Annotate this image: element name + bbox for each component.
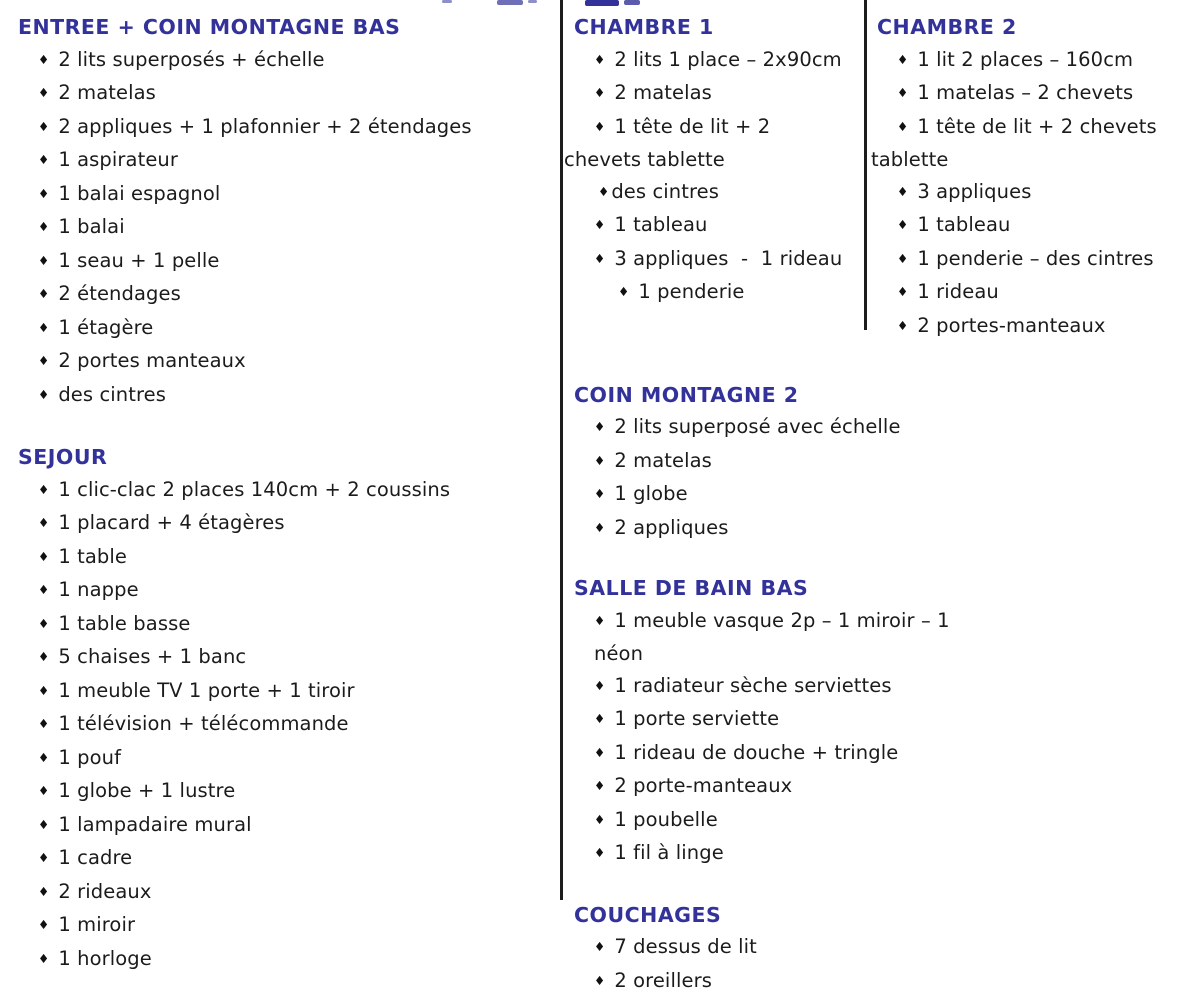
list-item [574, 605, 1004, 670]
list-item [574, 703, 1004, 737]
column-right [877, 12, 1200, 343]
list-item [574, 770, 1004, 804]
diamond-bullet-icon: ♦ [38, 909, 49, 941]
item-text: 1 balai espagnol [58, 182, 220, 205]
diamond-bullet-icon: ♦ [594, 209, 605, 241]
diamond-bullet-icon: ♦ [38, 809, 49, 841]
diamond-bullet-icon: ♦ [594, 44, 605, 76]
list-item [18, 775, 553, 809]
diamond-bullet-icon: ♦ [38, 708, 49, 740]
item-text: 5 chaises + 1 banc [58, 645, 246, 668]
item-text: 1 horloge [58, 947, 152, 970]
list-item [18, 809, 553, 843]
title-fragment-mark [585, 0, 619, 6]
list-item [18, 77, 553, 111]
list-item [18, 245, 553, 279]
item-text: 2 lits superposés + échelle [58, 48, 324, 71]
diamond-bullet-icon: ♦ [594, 445, 605, 477]
item-text: 3 appliques [917, 180, 1031, 203]
diamond-bullet-icon: ♦ [618, 276, 629, 308]
list-item [574, 445, 1004, 479]
item-text: 1 table [58, 545, 127, 568]
item-text: 1 rideau [917, 280, 999, 303]
section-title: CHAMBRE 1 [574, 12, 1004, 44]
item-text: 2 portes manteaux [58, 349, 245, 372]
diamond-bullet-icon: ♦ [38, 876, 49, 908]
diamond-bullet-icon: ♦ [594, 512, 605, 544]
item-text: 1 meuble vasque 2p – 1 miroir – 1 néon [594, 609, 956, 666]
list-item [877, 176, 1200, 210]
item-text: 2 matelas [614, 449, 712, 472]
list-item [574, 931, 1004, 965]
diamond-bullet-icon: ♦ [38, 245, 49, 277]
diamond-bullet-icon: ♦ [594, 931, 605, 963]
item-text: 1 tableau [917, 213, 1010, 236]
list-item [574, 804, 1004, 838]
diamond-bullet-icon: ♦ [38, 379, 49, 411]
list-item [18, 379, 553, 413]
diamond-bullet-icon: ♦ [38, 345, 49, 377]
list-item [18, 842, 553, 876]
item-text: des cintres [611, 180, 719, 203]
item-text: 2 matelas [58, 81, 156, 104]
diamond-bullet-icon: ♦ [38, 44, 49, 76]
diamond-bullet-icon: ♦ [38, 675, 49, 707]
item-text: 1 étagère [58, 316, 153, 339]
list-item [877, 243, 1200, 277]
item-text: 1 balai [58, 215, 124, 238]
item-text: 1 globe [614, 482, 687, 505]
diamond-bullet-icon: ♦ [897, 44, 908, 76]
title-fragment-mark [624, 0, 640, 5]
list-item [18, 211, 553, 245]
column-left [18, 12, 553, 976]
list-item [18, 44, 553, 78]
list-item [574, 670, 1004, 704]
section-title: SALLE DE BAIN BAS [574, 573, 1004, 605]
section-sejour [18, 442, 553, 976]
list-item [574, 512, 1004, 546]
item-text: 1 radiateur sèche serviettes [614, 674, 891, 697]
diamond-bullet-icon: ♦ [897, 243, 908, 275]
diamond-bullet-icon: ♦ [594, 965, 605, 997]
diamond-bullet-icon: ♦ [594, 605, 605, 637]
list-item [18, 876, 553, 910]
item-text-continuation: tablette [871, 144, 1200, 176]
item-text: 7 dessus de lit [614, 935, 757, 958]
section-entree-coin-montagne-bas [18, 12, 553, 412]
diamond-bullet-icon: ♦ [897, 209, 908, 241]
diamond-bullet-icon: ♦ [38, 541, 49, 573]
diamond-bullet-icon: ♦ [38, 178, 49, 210]
title-fragment-mark [442, 0, 452, 3]
diamond-bullet-icon: ♦ [594, 478, 605, 510]
list-item [18, 178, 553, 212]
item-text: 2 oreillers [614, 969, 712, 992]
diamond-bullet-icon: ♦ [594, 670, 605, 702]
item-text: 2 étendages [58, 282, 181, 305]
section-couchages [574, 900, 1004, 998]
diamond-bullet-icon: ♦ [38, 211, 49, 243]
item-text: 1 tableau [614, 213, 707, 236]
diamond-bullet-icon: ♦ [594, 837, 605, 869]
diamond-bullet-icon: ♦ [38, 641, 49, 673]
list-item [18, 312, 553, 346]
diamond-bullet-icon: ♦ [594, 111, 605, 143]
list-item [18, 345, 553, 379]
item-text: 1 aspirateur [58, 148, 178, 171]
list-item [18, 708, 553, 742]
item-text: 2 appliques + 1 plafonnier + 2 étendages [58, 115, 471, 138]
section-title: ENTREE + COIN MONTAGNE BAS [18, 12, 553, 44]
diamond-bullet-icon: ♦ [38, 507, 49, 539]
list-item [18, 111, 553, 145]
list-item [18, 507, 553, 541]
section-coin-montagne-2 [574, 380, 1004, 546]
item-text: 1 globe + 1 lustre [58, 779, 235, 802]
diamond-bullet-icon: ♦ [594, 737, 605, 769]
diamond-bullet-icon: ♦ [38, 842, 49, 874]
list-item [877, 276, 1200, 310]
diamond-bullet-icon: ♦ [897, 276, 908, 308]
diamond-bullet-icon: ♦ [594, 411, 605, 443]
diamond-bullet-icon: ♦ [897, 176, 908, 208]
diamond-bullet-icon: ♦ [38, 474, 49, 506]
diamond-bullet-icon: ♦ [38, 574, 49, 606]
diamond-bullet-icon: ♦ [38, 742, 49, 774]
item-text: 2 portes-manteaux [917, 314, 1105, 337]
item-text: 1 tête de lit + 2 chevets [917, 115, 1156, 138]
section-chambre-2 [877, 12, 1200, 343]
item-text: des cintres [58, 383, 166, 406]
item-text: 1 table basse [58, 612, 190, 635]
item-text: 1 lampadaire mural [58, 813, 251, 836]
diamond-bullet-icon: ♦ [897, 310, 908, 342]
item-text: 1 miroir [58, 913, 135, 936]
diamond-bullet-icon: ♦ [38, 111, 49, 143]
list-item [18, 574, 553, 608]
list-item [574, 478, 1004, 512]
diamond-bullet-icon: ♦ [38, 775, 49, 807]
list-item [574, 965, 1004, 998]
list-item [877, 44, 1200, 78]
title-fragment-mark [497, 0, 523, 5]
list-item [18, 541, 553, 575]
list-item [18, 608, 553, 642]
diamond-bullet-icon: ♦ [594, 243, 605, 275]
list-item [18, 641, 553, 675]
item-text: 2 appliques [614, 516, 728, 539]
diamond-bullet-icon: ♦ [594, 77, 605, 109]
column-divider-left [560, 0, 563, 900]
item-text: 2 lits 1 place – 2x90cm [614, 48, 841, 71]
item-text: 2 matelas [614, 81, 712, 104]
item-text: 1 cadre [58, 846, 132, 869]
item-text: 2 porte-manteaux [614, 774, 792, 797]
diamond-bullet-icon: ♦ [38, 312, 49, 344]
diamond-bullet-icon: ♦ [38, 943, 49, 975]
list-item [574, 411, 1004, 445]
section-title: COIN MONTAGNE 2 [574, 380, 1004, 412]
item-text: 2 lits superposé avec échelle [614, 415, 900, 438]
item-text: 1 placard + 4 étagères [58, 511, 284, 534]
diamond-bullet-icon: ♦ [598, 176, 609, 208]
item-text: 1 porte serviette [614, 707, 779, 730]
section-title: COUCHAGES [574, 900, 1004, 932]
list-item [574, 837, 1004, 871]
item-text: 3 appliques - 1 rideau [614, 247, 842, 270]
diamond-bullet-icon: ♦ [38, 144, 49, 176]
item-text: 1 pouf [58, 746, 121, 769]
diamond-bullet-icon: ♦ [594, 770, 605, 802]
item-text: 1 meuble TV 1 porte + 1 tiroir [58, 679, 354, 702]
item-text: 1 lit 2 places – 160cm [917, 48, 1133, 71]
list-item [18, 278, 553, 312]
list-item [18, 474, 553, 508]
diamond-bullet-icon: ♦ [38, 608, 49, 640]
item-text: 1 poubelle [614, 808, 717, 831]
item-text: 2 rideaux [58, 880, 151, 903]
item-text: 1 penderie – des cintres [917, 247, 1153, 270]
title-fragment-mark [528, 0, 537, 3]
list-item [877, 77, 1200, 111]
section-salle-de-bain-bas [574, 573, 1004, 871]
section-title: SEJOUR [18, 442, 553, 474]
diamond-bullet-icon: ♦ [594, 703, 605, 735]
item-text: 1 télévision + télécommande [58, 712, 348, 735]
list-item [877, 310, 1200, 344]
item-text: 1 tête de lit + 2 [614, 115, 770, 138]
diamond-bullet-icon: ♦ [38, 278, 49, 310]
list-item [877, 111, 1200, 145]
item-text: 1 matelas – 2 chevets [917, 81, 1133, 104]
list-item [574, 737, 1004, 771]
list-item [18, 909, 553, 943]
list-item [18, 675, 553, 709]
diamond-bullet-icon: ♦ [594, 804, 605, 836]
item-text: 1 fil à linge [614, 841, 724, 864]
list-item [18, 943, 553, 977]
diamond-bullet-icon: ♦ [897, 111, 908, 143]
item-text: 1 rideau de douche + tringle [614, 741, 898, 764]
item-text: 1 penderie [638, 280, 744, 303]
section-title: CHAMBRE 2 [877, 12, 1200, 44]
item-text: 1 clic-clac 2 places 140cm + 2 coussins [58, 478, 450, 501]
list-item [18, 144, 553, 178]
list-item [18, 742, 553, 776]
diamond-bullet-icon: ♦ [897, 77, 908, 109]
item-text: 1 seau + 1 pelle [58, 249, 219, 272]
list-item [877, 209, 1200, 243]
item-text-continuation: chevets tablette [564, 144, 1004, 176]
diamond-bullet-icon: ♦ [38, 77, 49, 109]
item-text: 1 nappe [58, 578, 138, 601]
